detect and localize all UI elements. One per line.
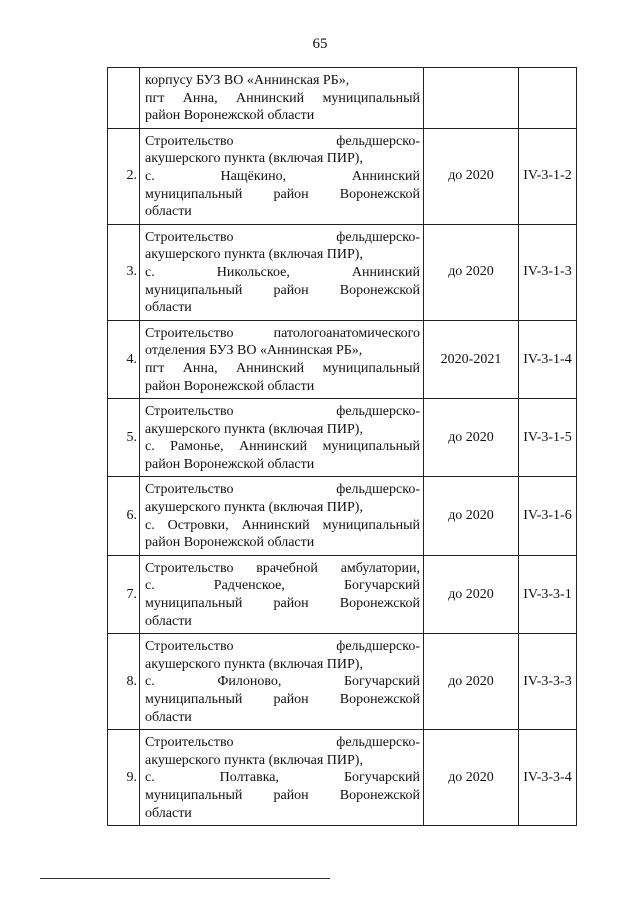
description-line: с. Островки, Аннинский муниципальный bbox=[145, 517, 420, 533]
description-line: с. Нащёкино, Аннинский bbox=[145, 168, 420, 184]
description-line: район Воронежской области bbox=[145, 108, 315, 124]
row-number: 8. bbox=[108, 634, 140, 730]
description-line: области bbox=[145, 204, 192, 220]
project-code-cell: IV-3-3-1 bbox=[519, 555, 577, 633]
description-line: акушерского пункта (включая ПИР), bbox=[145, 247, 363, 263]
deadline-cell bbox=[424, 68, 519, 129]
row-number: 5. bbox=[108, 399, 140, 477]
project-code-cell: IV-3-3-4 bbox=[519, 730, 577, 826]
deadline-cell: до 2020 bbox=[424, 477, 519, 555]
table-row bbox=[108, 730, 577, 826]
description-line: корпусу БУЗ ВО «Аннинская РБ», bbox=[145, 73, 350, 88]
project-description bbox=[140, 634, 424, 730]
description-line: Строительство фельдшерско- bbox=[145, 133, 420, 149]
project-description bbox=[140, 128, 424, 224]
description-line: муниципальный район Воронежской bbox=[145, 787, 420, 803]
row-number: 3. bbox=[108, 224, 140, 320]
description-line: области bbox=[145, 805, 192, 821]
description-line: муниципальный район Воронежской bbox=[145, 282, 420, 298]
row-number: 9. bbox=[108, 730, 140, 826]
description-line: с. Радченское, Богучарский bbox=[145, 578, 420, 594]
description-line: район Воронежской области bbox=[145, 535, 315, 551]
description-line: отделения БУЗ ВО «Аннинская РБ», bbox=[145, 343, 363, 359]
deadline-cell: до 2020 bbox=[424, 634, 519, 730]
deadline-cell: до 2020 bbox=[424, 224, 519, 320]
description-line: муниципальный район Воронежской bbox=[145, 692, 420, 707]
row-number: 7. bbox=[108, 555, 140, 633]
row-number: 6. bbox=[108, 477, 140, 555]
project-code-cell: IV-3-1-4 bbox=[519, 320, 577, 398]
table-row bbox=[108, 224, 577, 320]
description-line: акушерского пункта (включая ПИР), bbox=[145, 752, 363, 768]
description-line: Строительство фельдшерско- bbox=[145, 735, 420, 751]
description-line: Строительство фельдшерско- bbox=[145, 639, 420, 655]
table-row bbox=[108, 634, 577, 730]
description-line: с. Никольское, Аннинский bbox=[145, 264, 420, 280]
project-description bbox=[140, 68, 424, 129]
description-line: области bbox=[145, 613, 192, 629]
description-line: район Воронежской области bbox=[145, 378, 315, 394]
project-code-cell: IV-3-1-3 bbox=[519, 224, 577, 320]
description-line: области bbox=[145, 300, 192, 316]
description-line: акушерского пункта (включая ПИР), bbox=[145, 421, 363, 437]
projects-table-body bbox=[108, 68, 577, 826]
table-row bbox=[108, 320, 577, 398]
description-line: Строительство врачебной амбулатории, bbox=[145, 560, 420, 576]
project-description bbox=[140, 320, 424, 398]
row-number bbox=[108, 68, 140, 129]
project-code-cell: IV-3-1-5 bbox=[519, 399, 577, 477]
row-number: 2. bbox=[108, 128, 140, 224]
project-description bbox=[140, 555, 424, 633]
deadline-cell: 2020-2021 bbox=[424, 320, 519, 398]
description-line: муниципальный район Воронежской bbox=[145, 186, 420, 202]
footer-rule bbox=[40, 878, 330, 879]
description-line: Строительство фельдшерско- bbox=[145, 229, 420, 245]
row-number: 4. bbox=[108, 320, 140, 398]
deadline-cell: до 2020 bbox=[424, 128, 519, 224]
project-code-cell: IV-3-1-2 bbox=[519, 128, 577, 224]
description-line: район Воронежской области bbox=[145, 456, 315, 472]
page-number: 65 bbox=[312, 36, 328, 52]
description-line: пгт Анна, Аннинский муниципальный bbox=[145, 90, 420, 106]
description-line: акушерского пункта (включая ПИР), bbox=[145, 500, 363, 516]
description-line: Строительство фельдшерско- bbox=[145, 404, 420, 420]
project-code-cell: IV-3-1-6 bbox=[519, 477, 577, 555]
description-line: с. Полтавка, Богучарский bbox=[145, 770, 420, 786]
description-line: акушерского пункта (включая ПИР), bbox=[145, 656, 363, 672]
deadline-cell: до 2020 bbox=[424, 730, 519, 826]
project-description bbox=[140, 224, 424, 320]
description-line: пгт Анна, Аннинский муниципальный bbox=[145, 360, 420, 376]
table-row bbox=[108, 68, 577, 129]
description-line: Строительство фельдшерско- bbox=[145, 482, 420, 498]
table-row bbox=[108, 555, 577, 633]
table-row bbox=[108, 128, 577, 224]
project-code-cell: IV-3-3-3 bbox=[519, 634, 577, 730]
description-line: Строительство патологоанатомического bbox=[145, 325, 420, 341]
description-line: муниципальный район Воронежской bbox=[145, 596, 420, 612]
deadline-cell: до 2020 bbox=[424, 399, 519, 477]
deadline-cell: до 2020 bbox=[424, 555, 519, 633]
table-row bbox=[108, 399, 577, 477]
description-line: области bbox=[145, 709, 192, 725]
project-code-cell bbox=[519, 68, 577, 129]
description-line: акушерского пункта (включая ПИР), bbox=[145, 151, 363, 167]
table-row bbox=[108, 477, 577, 555]
description-line: с. Филоново, Богучарский bbox=[145, 674, 420, 690]
description-line: с. Рамонье, Аннинский муниципальный bbox=[145, 439, 420, 455]
project-description bbox=[140, 730, 424, 826]
projects-table bbox=[107, 67, 577, 826]
project-description bbox=[140, 399, 424, 477]
project-description bbox=[140, 477, 424, 555]
